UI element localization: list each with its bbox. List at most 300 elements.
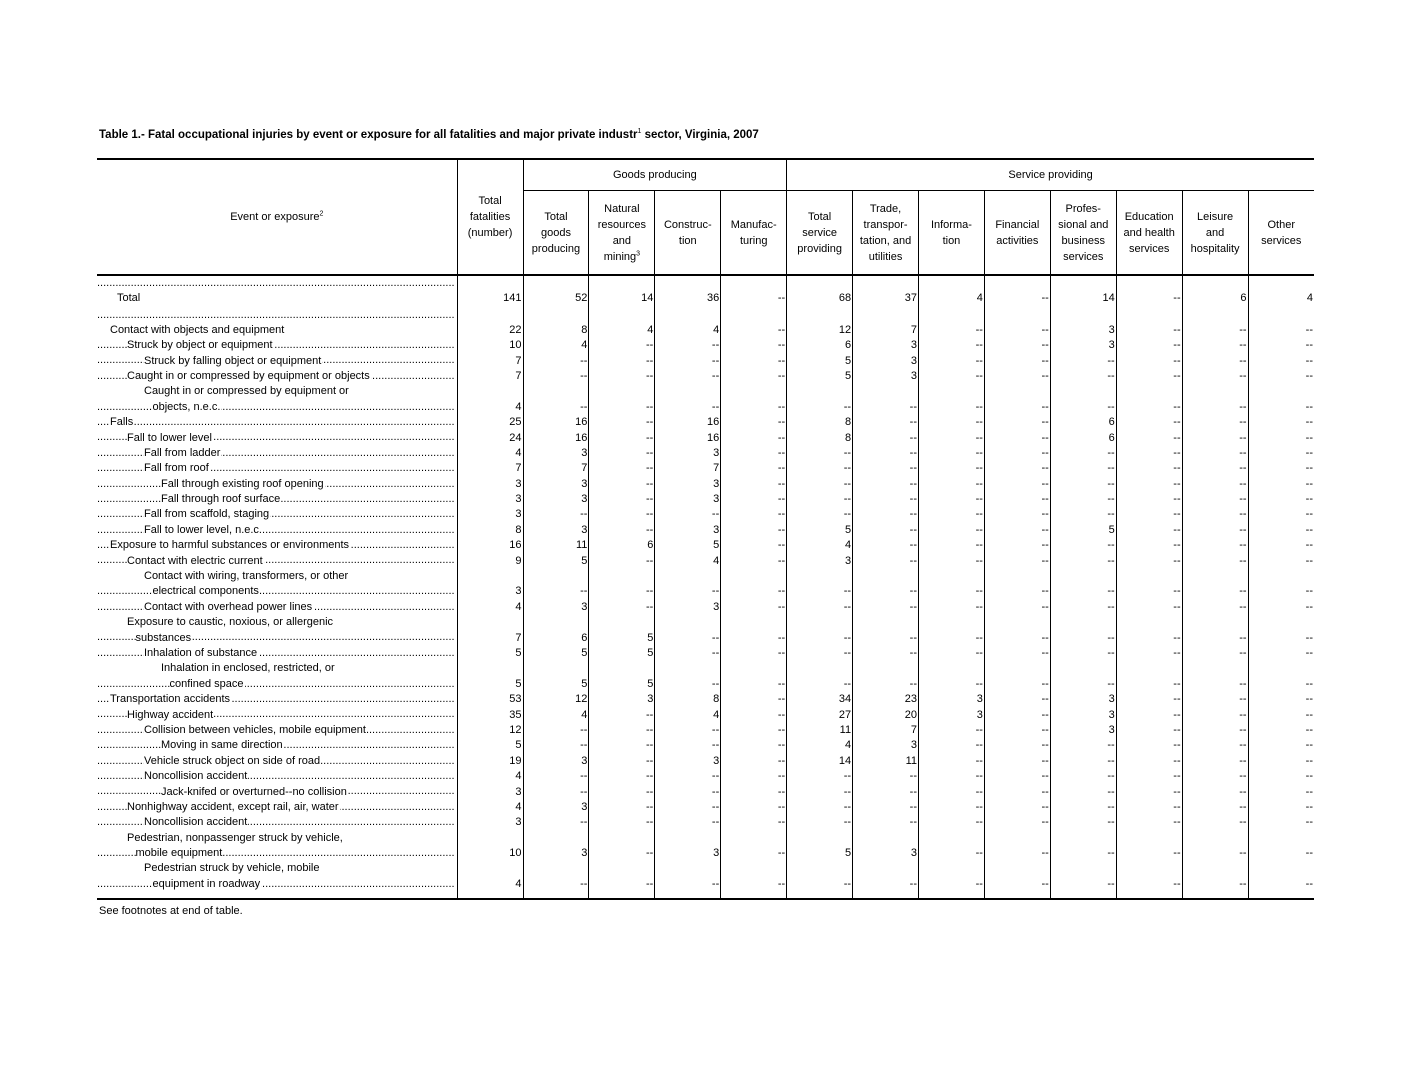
value-cell: 3 [523, 477, 589, 492]
value-cell: -- [984, 723, 1050, 738]
value-cell [1248, 861, 1314, 876]
value-cell: 16 [457, 538, 523, 553]
table-row [97, 784, 1314, 799]
value-cell [918, 831, 984, 846]
value-cell: -- [1248, 477, 1314, 492]
value-cell: 20 [853, 707, 919, 722]
value-cell: 5 [523, 677, 589, 692]
value-cell: -- [1116, 275, 1182, 308]
value-cell: -- [984, 846, 1050, 861]
value-cell: 3 [523, 754, 589, 769]
value-cell: -- [918, 846, 984, 861]
value-cell: -- [918, 477, 984, 492]
value-cell: -- [1116, 723, 1182, 738]
value-cell: 68 [787, 275, 853, 308]
value-cell [655, 569, 721, 584]
value-cell: -- [918, 769, 984, 784]
value-cell [523, 661, 589, 676]
value-cell: -- [984, 369, 1050, 384]
table-row [97, 615, 1314, 630]
value-cell: 3 [523, 800, 589, 815]
value-cell: -- [1248, 369, 1314, 384]
value-cell: -- [1248, 353, 1314, 368]
value-cell: -- [787, 507, 853, 522]
value-cell [1182, 569, 1248, 584]
value-cell: -- [1050, 507, 1116, 522]
value-cell: -- [1116, 523, 1182, 538]
value-cell: -- [721, 584, 787, 599]
value-cell: -- [589, 738, 655, 753]
value-cell: -- [918, 461, 984, 476]
value-cell: -- [1182, 415, 1248, 430]
value-cell: -- [984, 461, 1050, 476]
value-cell: 3 [918, 692, 984, 707]
value-cell: -- [853, 523, 919, 538]
value-cell: -- [984, 630, 1050, 645]
value-cell: 4 [523, 707, 589, 722]
value-cell: 8 [655, 692, 721, 707]
value-cell [457, 615, 523, 630]
value-cell: -- [1182, 353, 1248, 368]
value-cell: -- [721, 707, 787, 722]
value-cell: 3 [1050, 707, 1116, 722]
table-row [97, 353, 1314, 368]
value-cell: 19 [457, 754, 523, 769]
value-cell: -- [1248, 492, 1314, 507]
value-cell: 5 [457, 677, 523, 692]
value-cell: 4 [457, 600, 523, 615]
value-cell: -- [1116, 353, 1182, 368]
value-cell: -- [918, 538, 984, 553]
value-cell: -- [1182, 738, 1248, 753]
value-cell: 8 [787, 415, 853, 430]
value-cell [984, 569, 1050, 584]
value-cell: -- [1248, 846, 1314, 861]
value-cell [1116, 569, 1182, 584]
value-cell [853, 861, 919, 876]
value-cell: -- [853, 769, 919, 784]
value-cell: -- [721, 538, 787, 553]
value-cell: 14 [1050, 275, 1116, 308]
value-cell: -- [918, 553, 984, 568]
value-cell: -- [1248, 800, 1314, 815]
value-cell: 8 [457, 523, 523, 538]
value-cell: -- [721, 446, 787, 461]
table-row [97, 384, 1314, 399]
value-cell: -- [721, 692, 787, 707]
value-cell: -- [589, 846, 655, 861]
value-cell [721, 661, 787, 676]
row-label: Fall through roof surface ..... [97, 492, 457, 507]
value-cell: 3 [918, 707, 984, 722]
value-cell: 53 [457, 692, 523, 707]
value-cell: 5 [589, 677, 655, 692]
header-column: Education and health services [1116, 191, 1182, 276]
value-cell [1116, 861, 1182, 876]
value-cell: -- [589, 523, 655, 538]
value-cell [655, 615, 721, 630]
value-cell: -- [984, 800, 1050, 815]
header-column: Financial activities [984, 191, 1050, 276]
value-cell: 4 [457, 769, 523, 784]
value-cell: -- [787, 477, 853, 492]
value-cell [1116, 831, 1182, 846]
value-cell: 5 [589, 630, 655, 645]
value-cell: -- [1050, 846, 1116, 861]
value-cell: 4 [918, 275, 984, 308]
value-cell: -- [1050, 584, 1116, 599]
value-cell: 16 [523, 415, 589, 430]
value-cell: -- [1248, 415, 1314, 430]
value-cell: 7 [853, 723, 919, 738]
row-label: Jack-knifed or overturned--no collision ..... [97, 784, 457, 799]
row-label: Fall from ladder ..... [97, 446, 457, 461]
value-cell: -- [984, 477, 1050, 492]
table-row [97, 877, 1314, 899]
value-cell: 3 [1050, 692, 1116, 707]
value-cell: -- [787, 630, 853, 645]
value-cell: -- [1116, 877, 1182, 899]
value-cell [853, 384, 919, 399]
value-cell: -- [984, 400, 1050, 415]
value-cell [1248, 384, 1314, 399]
value-cell: -- [787, 877, 853, 899]
value-cell [721, 861, 787, 876]
value-cell: -- [853, 584, 919, 599]
value-cell [787, 615, 853, 630]
value-cell: 5 [787, 353, 853, 368]
value-cell: -- [853, 430, 919, 445]
value-cell: -- [1182, 507, 1248, 522]
value-cell: -- [1248, 430, 1314, 445]
value-cell: 4 [655, 308, 721, 338]
value-cell: -- [984, 769, 1050, 784]
row-label: Noncollision accident ..... [97, 769, 457, 784]
value-cell: -- [918, 815, 984, 830]
value-cell: 16 [655, 415, 721, 430]
table-row [97, 738, 1314, 753]
value-cell: 3 [523, 492, 589, 507]
value-cell: -- [1182, 584, 1248, 599]
value-cell: 4 [787, 538, 853, 553]
value-cell: 3 [523, 600, 589, 615]
table-row [97, 861, 1314, 876]
value-cell: -- [589, 877, 655, 899]
row-label: Transportation accidents ..... [97, 692, 457, 707]
value-cell: -- [1116, 846, 1182, 861]
value-cell: -- [1248, 815, 1314, 830]
value-cell: -- [787, 600, 853, 615]
row-label: objects, n.e.c. ..... [97, 400, 457, 415]
value-cell: -- [787, 461, 853, 476]
value-cell [1248, 661, 1314, 676]
value-cell: -- [1182, 646, 1248, 661]
value-cell: -- [721, 461, 787, 476]
value-cell: -- [1248, 769, 1314, 784]
value-cell: -- [721, 600, 787, 615]
table-row [97, 630, 1314, 645]
value-cell [589, 661, 655, 676]
value-cell: 6 [1182, 275, 1248, 308]
value-cell [853, 831, 919, 846]
value-cell: 3 [853, 846, 919, 861]
value-cell: -- [984, 415, 1050, 430]
value-cell: -- [984, 353, 1050, 368]
value-cell: -- [853, 507, 919, 522]
value-cell: -- [721, 815, 787, 830]
value-cell: -- [721, 877, 787, 899]
value-cell: -- [655, 353, 721, 368]
value-cell: -- [918, 446, 984, 461]
value-cell: -- [1116, 738, 1182, 753]
value-cell: -- [589, 353, 655, 368]
value-cell: -- [984, 600, 1050, 615]
value-cell [1248, 615, 1314, 630]
value-cell [787, 384, 853, 399]
value-cell: 7 [457, 369, 523, 384]
value-cell: -- [589, 723, 655, 738]
value-cell: -- [787, 446, 853, 461]
value-cell [457, 384, 523, 399]
value-cell: -- [853, 877, 919, 899]
value-cell: -- [589, 430, 655, 445]
value-cell: 5 [787, 369, 853, 384]
value-cell: -- [918, 800, 984, 815]
value-cell: -- [1248, 538, 1314, 553]
value-cell: -- [1182, 369, 1248, 384]
value-cell: -- [523, 815, 589, 830]
value-cell: -- [721, 754, 787, 769]
table-row [97, 661, 1314, 676]
value-cell: -- [918, 784, 984, 799]
row-label: Contact with overhead power lines ..... [97, 600, 457, 615]
value-cell: -- [1248, 877, 1314, 899]
header-column: Total service providing [787, 191, 853, 276]
row-label: Contact with wiring, transformers, or other [144, 570, 349, 583]
value-cell: -- [984, 553, 1050, 568]
value-cell: -- [655, 800, 721, 815]
value-cell: -- [1116, 692, 1182, 707]
value-cell: -- [721, 630, 787, 645]
value-cell [1182, 831, 1248, 846]
value-cell [853, 661, 919, 676]
value-cell [655, 384, 721, 399]
value-cell: 5 [523, 646, 589, 661]
value-cell: -- [918, 723, 984, 738]
value-cell: 12 [457, 723, 523, 738]
value-cell [523, 861, 589, 876]
value-cell: -- [1050, 630, 1116, 645]
value-cell: 3 [655, 523, 721, 538]
value-cell: -- [984, 877, 1050, 899]
value-cell: -- [523, 877, 589, 899]
value-cell [523, 384, 589, 399]
value-cell: 141 [457, 275, 523, 308]
value-cell [1248, 831, 1314, 846]
value-cell: -- [918, 877, 984, 899]
value-cell: -- [1116, 815, 1182, 830]
value-cell: -- [1182, 338, 1248, 353]
value-cell: -- [1116, 677, 1182, 692]
value-cell [589, 831, 655, 846]
value-cell [589, 384, 655, 399]
value-cell: -- [984, 430, 1050, 445]
value-cell: -- [918, 369, 984, 384]
value-cell: -- [1116, 369, 1182, 384]
value-cell [1182, 384, 1248, 399]
value-cell: -- [1248, 553, 1314, 568]
value-cell: -- [1182, 492, 1248, 507]
value-cell: -- [589, 600, 655, 615]
value-cell: 11 [787, 723, 853, 738]
value-cell [1050, 569, 1116, 584]
value-cell: -- [589, 584, 655, 599]
value-cell: 52 [523, 275, 589, 308]
value-cell: -- [1116, 584, 1182, 599]
value-cell: -- [1116, 538, 1182, 553]
value-cell: -- [655, 738, 721, 753]
value-cell: -- [1050, 769, 1116, 784]
value-cell: -- [1248, 400, 1314, 415]
value-cell: 3 [457, 492, 523, 507]
table-row [97, 477, 1314, 492]
value-cell: -- [1182, 308, 1248, 338]
value-cell: -- [1248, 754, 1314, 769]
value-cell: -- [655, 646, 721, 661]
value-cell: -- [853, 800, 919, 815]
value-cell: -- [523, 400, 589, 415]
value-cell: 16 [655, 430, 721, 445]
value-cell: -- [655, 815, 721, 830]
value-cell: -- [589, 492, 655, 507]
value-cell: -- [1182, 400, 1248, 415]
table-row [97, 338, 1314, 353]
value-cell: 25 [457, 415, 523, 430]
value-cell: 5 [523, 553, 589, 568]
value-cell: 3 [853, 738, 919, 753]
value-cell [523, 831, 589, 846]
value-cell: -- [853, 553, 919, 568]
table-row [97, 275, 1314, 308]
value-cell: 4 [1248, 275, 1314, 308]
value-cell: 3 [655, 446, 721, 461]
value-cell: -- [853, 492, 919, 507]
value-cell: -- [655, 338, 721, 353]
value-cell: -- [918, 308, 984, 338]
value-cell: 6 [1050, 415, 1116, 430]
row-label: Fall from roof ..... [97, 461, 457, 476]
table-row [97, 646, 1314, 661]
value-cell [787, 861, 853, 876]
value-cell: 4 [655, 707, 721, 722]
value-cell: -- [853, 784, 919, 799]
table-row [97, 400, 1314, 415]
value-cell: -- [1050, 784, 1116, 799]
value-cell: -- [721, 400, 787, 415]
value-cell: -- [918, 507, 984, 522]
value-cell: 10 [457, 846, 523, 861]
value-cell: 36 [655, 275, 721, 308]
value-cell: -- [655, 369, 721, 384]
value-cell: -- [918, 630, 984, 645]
value-cell: 5 [589, 646, 655, 661]
value-cell [787, 661, 853, 676]
value-cell: 35 [457, 707, 523, 722]
value-cell: -- [984, 815, 1050, 830]
value-cell: -- [1116, 707, 1182, 722]
table-header [97, 159, 1314, 275]
value-cell: -- [984, 692, 1050, 707]
row-label: Vehicle struck object on side of road ..... [97, 754, 457, 769]
table-row [97, 754, 1314, 769]
value-cell [984, 384, 1050, 399]
value-cell: -- [1182, 815, 1248, 830]
value-cell: 4 [457, 800, 523, 815]
value-cell [853, 615, 919, 630]
value-cell: 6 [1050, 430, 1116, 445]
value-cell: -- [523, 769, 589, 784]
value-cell: -- [721, 492, 787, 507]
value-cell [1050, 615, 1116, 630]
value-cell: 11 [853, 754, 919, 769]
value-cell: -- [1248, 308, 1314, 338]
value-cell [457, 861, 523, 876]
value-cell: 5 [457, 646, 523, 661]
value-cell: -- [1248, 707, 1314, 722]
value-cell: 22 [457, 308, 523, 338]
row-label: Moving in same direction ..... [97, 738, 457, 753]
row-label: Pedestrian struck by vehicle, mobile [144, 862, 320, 875]
value-cell: -- [1116, 400, 1182, 415]
table-row [97, 538, 1314, 553]
value-cell [1050, 661, 1116, 676]
value-cell: -- [1116, 646, 1182, 661]
value-cell: -- [589, 477, 655, 492]
value-cell: 7 [655, 461, 721, 476]
value-cell: 5 [787, 523, 853, 538]
value-cell [655, 861, 721, 876]
value-cell: -- [918, 754, 984, 769]
value-cell: -- [853, 400, 919, 415]
value-cell: -- [589, 400, 655, 415]
value-cell: -- [918, 353, 984, 368]
value-cell: 3 [523, 523, 589, 538]
value-cell: -- [1116, 800, 1182, 815]
table-row [97, 415, 1314, 430]
row-label: Struck by falling object or equipment ..... [97, 353, 457, 368]
table-row [97, 430, 1314, 445]
value-cell: -- [1182, 630, 1248, 645]
row-label: Noncollision accident ..... [97, 815, 457, 830]
value-cell [853, 569, 919, 584]
value-cell: -- [918, 430, 984, 445]
value-cell: -- [918, 523, 984, 538]
value-cell: -- [853, 538, 919, 553]
value-cell: 5 [457, 738, 523, 753]
value-cell: -- [721, 738, 787, 753]
value-cell: 12 [787, 308, 853, 338]
value-cell: -- [1182, 692, 1248, 707]
value-cell: 3 [457, 507, 523, 522]
value-cell: -- [1050, 877, 1116, 899]
value-cell: 4 [655, 553, 721, 568]
value-cell: -- [787, 492, 853, 507]
value-cell: -- [1182, 677, 1248, 692]
value-cell: -- [1182, 523, 1248, 538]
value-cell: -- [655, 400, 721, 415]
value-cell: -- [1182, 707, 1248, 722]
value-cell: -- [1248, 507, 1314, 522]
